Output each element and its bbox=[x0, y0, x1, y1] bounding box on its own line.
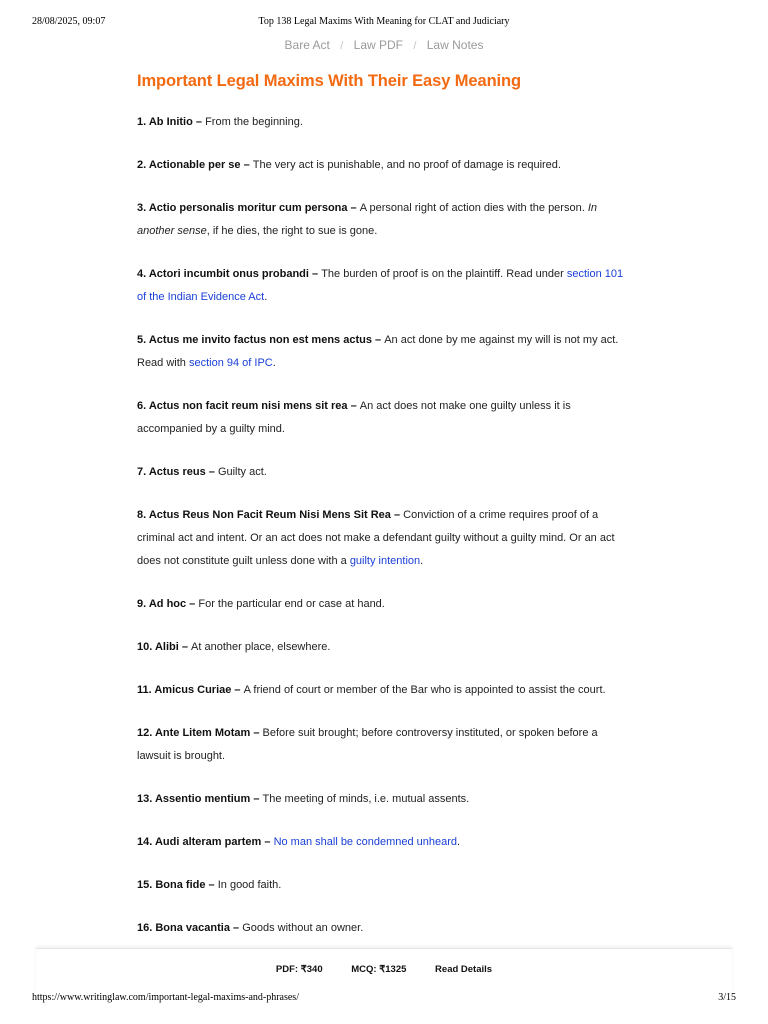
maxim-meaning: , if he dies, the right to sue is gone. bbox=[206, 225, 378, 237]
maxim-meaning: For the particular end or case at hand. bbox=[198, 598, 385, 610]
maxim-item bbox=[137, 679, 632, 702]
maxim-dash: – bbox=[250, 727, 263, 739]
maxim-meaning: A personal right of action dies with the person. bbox=[359, 202, 588, 214]
maxim-item bbox=[137, 263, 632, 309]
print-url: https://www.writinglaw.com/important-legal-maxims-and-phrases/ bbox=[32, 992, 299, 1003]
maxim-name: Ab Initio bbox=[148, 116, 193, 128]
maxim-emphasis: In another sense bbox=[137, 202, 597, 237]
breadcrumb-law-notes[interactable]: Law Notes bbox=[426, 38, 484, 52]
breadcrumb-separator: / bbox=[413, 40, 417, 52]
maxim-meaning: At another place, elsewhere. bbox=[191, 641, 331, 653]
maxim-item bbox=[137, 831, 632, 854]
maxim-dash: – bbox=[347, 400, 360, 412]
breadcrumb bbox=[0, 38, 768, 52]
maxim-number: 11. bbox=[137, 684, 152, 696]
breadcrumb-separator: / bbox=[340, 40, 344, 52]
maxim-meaning: . bbox=[420, 555, 424, 567]
print-datetime: 28/08/2025, 09:07 bbox=[32, 16, 106, 27]
maxim-meaning: The meeting of minds, i.e. mutual assents. bbox=[262, 793, 470, 805]
maxim-dash: – bbox=[308, 268, 322, 280]
maxim-item bbox=[137, 917, 632, 940]
section-heading: Important Legal Maxims With Their Easy Meaning bbox=[137, 72, 521, 90]
maxim-name: Actus me invito factus non est mens actus bbox=[148, 334, 372, 346]
maxim-term bbox=[137, 641, 191, 653]
maxim-term bbox=[137, 793, 263, 805]
maxim-item bbox=[137, 874, 632, 897]
maxim-number: 1. bbox=[137, 116, 147, 128]
maxim-dash: – bbox=[205, 879, 218, 891]
maxim-meaning: Goods without an owner. bbox=[242, 922, 364, 934]
maxim-term bbox=[137, 202, 360, 214]
maxim-term bbox=[137, 334, 384, 346]
maxim-name: Actus non facit reum nisi mens sit rea bbox=[148, 400, 348, 412]
maxim-name: Amicus Curiae bbox=[154, 684, 232, 696]
maxim-term bbox=[137, 727, 263, 739]
maxim-name: Actus reus bbox=[148, 466, 206, 478]
maxim-item bbox=[137, 154, 632, 177]
maxim-meaning: . bbox=[272, 357, 276, 369]
maxim-meaning: A friend of court or member of the Bar who is appointed to assist the court. bbox=[243, 684, 606, 696]
maxim-name: Actionable per se bbox=[148, 159, 241, 171]
maxim-item bbox=[137, 461, 632, 484]
maxim-meaning: The burden of proof is on the plaintiff. Read under bbox=[321, 268, 567, 280]
maxim-dash: – bbox=[240, 159, 253, 171]
maxim-name: Alibi bbox=[154, 641, 179, 653]
maxim-item bbox=[137, 197, 632, 243]
print-page-title: Top 138 Legal Maxims With Meaning for CLAT and Judiciary bbox=[258, 16, 510, 27]
maxim-item bbox=[137, 722, 632, 768]
maxim-name: Actio personalis moritur cum persona bbox=[148, 202, 348, 214]
maxim-list bbox=[137, 111, 632, 940]
article-content bbox=[137, 72, 632, 960]
maxim-meaning: . bbox=[457, 836, 461, 848]
maxim-item bbox=[137, 329, 632, 375]
maxim-number: 12. bbox=[137, 727, 153, 739]
maxim-number: 9. bbox=[137, 598, 147, 610]
maxim-number: 2. bbox=[137, 159, 147, 171]
maxim-item bbox=[137, 788, 632, 811]
maxim-number: 13. bbox=[137, 793, 153, 805]
maxim-term bbox=[137, 159, 253, 171]
maxim-meaning: Before suit brought; before controversy instituted, or spoken before a lawsuit is brought. bbox=[137, 727, 598, 762]
maxim-reference-link[interactable]: No man shall be condemned unheard bbox=[273, 836, 458, 848]
maxim-number: 16. bbox=[137, 922, 153, 934]
maxim-term bbox=[137, 684, 244, 696]
maxim-item bbox=[137, 111, 632, 134]
maxim-dash: – bbox=[186, 598, 199, 610]
maxim-meaning: Guilty act. bbox=[217, 466, 267, 478]
maxim-number: 5. bbox=[137, 334, 147, 346]
maxim-name: Audi alteram partem bbox=[154, 836, 262, 848]
maxim-dash: – bbox=[192, 116, 206, 128]
maxim-number: 6. bbox=[137, 400, 147, 412]
maxim-item bbox=[137, 395, 632, 441]
maxim-name: Actori incumbit onus probandi bbox=[148, 268, 309, 280]
maxim-term bbox=[137, 400, 360, 412]
print-header bbox=[32, 16, 736, 30]
maxim-name: Actus Reus Non Facit Reum Nisi Mens Sit Rea bbox=[148, 509, 391, 521]
maxim-term bbox=[137, 509, 403, 521]
maxim-number: 4. bbox=[137, 268, 147, 280]
maxim-term bbox=[137, 116, 205, 128]
maxim-number: 10. bbox=[137, 641, 153, 653]
maxim-number: 7. bbox=[137, 466, 147, 478]
breadcrumb-bare-act[interactable]: Bare Act bbox=[284, 38, 330, 52]
maxim-dash: – bbox=[231, 684, 244, 696]
read-details-link[interactable]: Read Details bbox=[435, 964, 493, 975]
maxim-reference-link[interactable]: guilty intention bbox=[349, 555, 421, 567]
maxim-dash: – bbox=[347, 202, 360, 214]
maxim-name: Ante Litem Motam bbox=[154, 727, 251, 739]
maxim-meaning: From the beginning. bbox=[205, 116, 303, 128]
maxim-term bbox=[137, 466, 218, 478]
maxim-number: 3. bbox=[137, 202, 147, 214]
maxim-meaning: . bbox=[264, 291, 268, 303]
maxim-reference-link[interactable]: section 94 of IPC bbox=[188, 357, 273, 369]
maxim-term bbox=[137, 836, 274, 848]
purchase-bar bbox=[36, 948, 732, 991]
maxim-name: Bona fide bbox=[155, 879, 206, 891]
maxim-number: 15. bbox=[137, 879, 153, 891]
maxim-dash: – bbox=[205, 466, 218, 478]
maxim-term bbox=[137, 598, 198, 610]
breadcrumb-law-pdf[interactable]: Law PDF bbox=[353, 38, 403, 52]
maxim-item bbox=[137, 636, 632, 659]
maxim-term bbox=[137, 268, 321, 280]
maxim-name: Assentio mentium bbox=[154, 793, 251, 805]
pdf-price-link[interactable]: PDF: ₹340 bbox=[275, 964, 323, 975]
maxim-dash: – bbox=[371, 334, 385, 346]
maxim-term bbox=[137, 922, 242, 934]
maxim-number: 14. bbox=[137, 836, 153, 848]
mcq-price-link[interactable]: MCQ: ₹1325 bbox=[351, 964, 407, 975]
maxim-meaning: An act does not make one guilty unless it is accompanied by a guilty mind. bbox=[137, 400, 571, 435]
maxim-term bbox=[137, 879, 218, 891]
maxim-item bbox=[137, 504, 632, 573]
maxim-meaning: An act done by me against my will is not my act. Read with bbox=[137, 334, 619, 369]
maxim-item bbox=[137, 593, 632, 616]
print-footer bbox=[32, 992, 736, 1006]
print-page-number: 3/15 bbox=[718, 992, 736, 1003]
maxim-dash: – bbox=[390, 509, 404, 521]
maxim-name: Ad hoc bbox=[148, 598, 187, 610]
maxim-reference-link[interactable]: section 101 of the Indian Evidence Act bbox=[137, 268, 624, 303]
maxim-dash: – bbox=[250, 793, 263, 805]
maxim-dash: – bbox=[178, 641, 192, 653]
maxim-dash: – bbox=[261, 836, 274, 848]
maxim-number: 8. bbox=[137, 509, 147, 521]
maxim-name: Bona vacantia bbox=[155, 922, 230, 934]
maxim-dash: – bbox=[229, 922, 243, 934]
maxim-meaning: The very act is punishable, and no proof of damage is required. bbox=[252, 159, 561, 171]
maxim-meaning: In good faith. bbox=[217, 879, 282, 891]
maxim-meaning: Conviction of a crime requires proof of a criminal act and intent. Or an act does not make a defendant guilty without a guilty mind. Or an act does not constitute guilt unless done with a bbox=[137, 509, 615, 567]
